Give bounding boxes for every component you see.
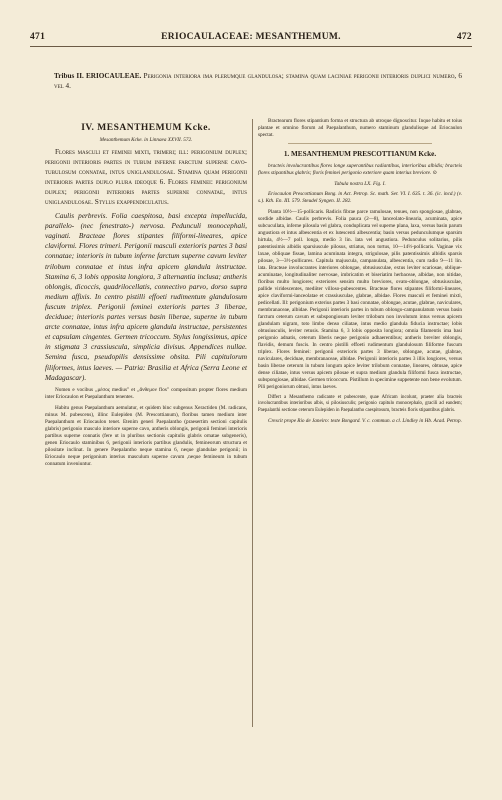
tribus-heading (54, 72, 462, 91)
plate-reference: Tabula nostra LX. Fig. I. (334, 181, 386, 187)
left-column (45, 118, 247, 472)
species-locality: Crescit prope Rio de Janeiro: teste Bongard. V. c. commun. a cl. Lindley in Hb. Acad. Petrop. (268, 417, 462, 424)
header-rule (30, 46, 472, 47)
differt-note: Differt a Mesanthemo radicante et pubescente, quae Africam incolunt, praeter alia bracteis involucrantibus interioribus albis, si pilosiusculis; perigonio capitulo monocephalo, gracili ad eandem; Paepalanthi sectione ceterum Eulepiden in Paepalantho caespitosum, bracteis floris stipantibus glabris. (258, 395, 462, 413)
column-divider (252, 119, 253, 727)
bracts-note: Bractearum flores stipantium forma et structura ab utroque dignoscitur. Inque habitu et toius plantae et omnino florum ad Paepalanthum, numero staminum glandulisque ad Eriocaulon spectat. (258, 118, 462, 138)
page-number-left: 471 (30, 32, 46, 42)
species-synonymy: Eriocaulon Prescottianum Bong. in Act. Petrop. Sc. math. Ser. VI. I. 635. t. 36. (ic. incd.) (v. s.). Kth. En. III. 579. Steudel Syngen. II. 282. (258, 191, 462, 204)
running-header (30, 30, 472, 44)
genus-etymology: Nomen e vocibus „μέσος medius" et „ἄνθεμον flos" compositum propter flores medium inter Eriocaulon et Paepalanthum tenentes. (45, 386, 247, 400)
page-number-right: 472 (456, 32, 472, 42)
species-description: Planta 10½—15-pollicaris. Radicis fibrae parce ramulosae, tenues, non spongiosae, glabrae, sordide albidae. Caulis perbrevis. Folia pauca (2—8), lanceolato-linearia, acuminata, apice subcucullata, inferne pilosula vel glabra, conduplicata vel superne plana, laxa, versus basin parum angustiora et intus albescentia et ex lutescenti albescentia; basin versus pedunculumque sparsim hirtula, 4½—7 poll. longa, medio 3 lin. lata vel angustiora. Pedunculus solitarius, pilis patentissimis albidis sparsiuscule pilosus, striatus, non tortus, 10—14½-pollicaris. Vaginae vix laxae, obliquae fissae, lamina acuminata integra, strigulosae, pilis patentissimis albidis sparsis pilosae, 3—3½-pollicares. Capitula majuscula, campanulata, albescentia, cum radio 9—11 lin. lata. Bracteae involucrantes interiores oblongae, obtusiusculae, extus leviter scariosae, oblique-acuminatae, longitudinaliter nervosae, imbricatim et biseriatim herbaceae, albidae, non nitidae, floribus multo longiores; exteriores sensim multo breviores, ovato-oblongae, obtusiusculae, pallide viridescentes, mediiter villoso-pubescentes. Bracteae flores stipantes filiformi-lineares, apice claviformi-lanceolatae et crassiusculae, glabrae, albidae. Flores masculi et feminei mixti, pedicellati. Ill: perigonium exterius partes 3 basi connatae, oblongae, acutae, glabrae, naviculares, membranaceae, albidae. Perigonii interioris partes in tubum oblongo-campanulatum versus basin farctum ceterum cavum et subspongiosum leviter trilobum non involutum intus versus apicem glandulam nigram, toto limbo denso ciliatae, intus medio glandula fiducia instructae; lobis obtusiusculis, leviter retusis. Stamina 6, 3 lobis opposita longiora; omnia filamentis ima basi perigonio adnatis, ceterum liberis neque perigonio adhaerentibus; antheris breviter oblongis, flavidis, demum fuscis. In centro pistilli effoeti rudimentum glandulosum filiforme fuscum triplex. Flores feminei: perigonii exterioris partes 3 liberae, oblongae, acutae, glabrae, naviculares, deciduae, membranaceae, albidae. Perigonii interioris partes 3 illis longiores, versus basin liberae ceterum in tubum longum apice leviter trilobum connatae, lineares, obtusae, apice dense ciliatae, intus versus apicem pilosae et supra medium glandula filiformi fusca instructae, subspongiosae, albidae. Germen tricoccum. Pistillum in speciminе suppetente non bene evolutum. Pili perigoniorum obtusi, intus laeves. (258, 209, 462, 390)
section-rule (288, 143, 432, 144)
genus-character-flowers: Flores masculi et feminei mixti, trimeri; ill: perigonium duplex; perigonii interioris partes in tubum inferne farctum superne cavo-tubulosum connatae, intus uniglandulosae. Stamina quam perigonii interioris partes duplo plura ideoque 6. Flores feminei: perigonium duplex; perigonii interioris partes superne connatae, intus uniglandulosae. Stylus exappendiculatus. (45, 146, 247, 207)
tribus-title: Tribus II. ERIOCAULEAE. (54, 72, 142, 80)
right-column (258, 118, 462, 429)
species-diagnosis: bracteis involucrantibus flores longe superantibus radiantibus, interioribus albidis; bracteis flores stipantibus glabris; floris feminei perigonio exteriore quam interius breviore. ⊙ (258, 163, 462, 176)
species-title: 1. MESANTHEMUM PRESCOTTIANUM Kcke. (283, 150, 437, 158)
tribus-description: Perigonia interiora ima plerumque glandulosa; stamina quam laciniae perigonii interioris duplici numero, 6 vel 4. (54, 72, 463, 90)
running-title: ERIOCAULACEAE: MESANTHEMUM. (161, 32, 341, 42)
genus-title: IV. MESANTHEMUM Kcke. (81, 123, 211, 133)
genus-character-description: Caulis perbrevis. Folia caespitosa, basi excepta impellucida, parallelo- (nec fenestrato-) nervosa. Pedunculi monocephali, vaginati. Bracteae flores stipantes filiformi-lineares, apice claviformi. Flores trimeri. Perigonii masculi exterioris partes 3 basi connatae; interioris in tubum inferne farctum superne cavum leviter trilobum connatae et intus infra apicem glandula instructae. Stamina 6, 3 lobis opposita longiora, 3 alternantia inclusa; antheris oblongis, dicoccis, quadrilocellatis, connectivo parvo, dorso supra medium affixis. In centro pistilli effoeti rudimentum glandulosum fuscum triplex. Perigonii feminei exterioris partes 3 liberae, deciduae; interioris partes versus basin liberae, superne in tubum arcte connatae, intus infra apicem glandula instructae, persistentes et capsulam cingentes. Germen tricoccum. Stylus longissimus, apice in stigmata 3 crassiuscula, simplicia divisus. Appendices nullae. Semina fusca, pseudopilis densissime obsita. Pili capitulorum filiformes, intus laeves. — Patria: Brasilia et Africa (Serra Leone et Madagascar). (45, 211, 247, 382)
genus-affinity: Habitu genus Paepalanthum aemulatur, et quidem binc subgenus Xeractiden (M. radicans, minus M. pubescens), illinc Eulepiden (M. Prescottianum), floribus tamen medium inter Paepalanthum et Eriocaulon tenet. Etenim generi Paepalantho (praesertim sectioni capitulis glabris) perigonio masculo interiore superne cavo, antheris oblongis, perigonii feminei interioris partibus superne connatis (fere ut in pluribus sectionis capitulis glabris ornatae subgeneris), genen Eriocaulo staminibus 6, perigonii interioris partibus glandulis, femineorum structura et pilositate inclinat. In genere Paepalantho neque stamina 6, neque glandulae perigonii; in Eriocaulo neque perigonium interius masculum superne cavum ,neque femineum in tubum connatum inveniuntur. (45, 404, 247, 467)
genus-citation: Mesanthemum Kcke. in Linnaea XXVII. 572. (99, 136, 193, 143)
